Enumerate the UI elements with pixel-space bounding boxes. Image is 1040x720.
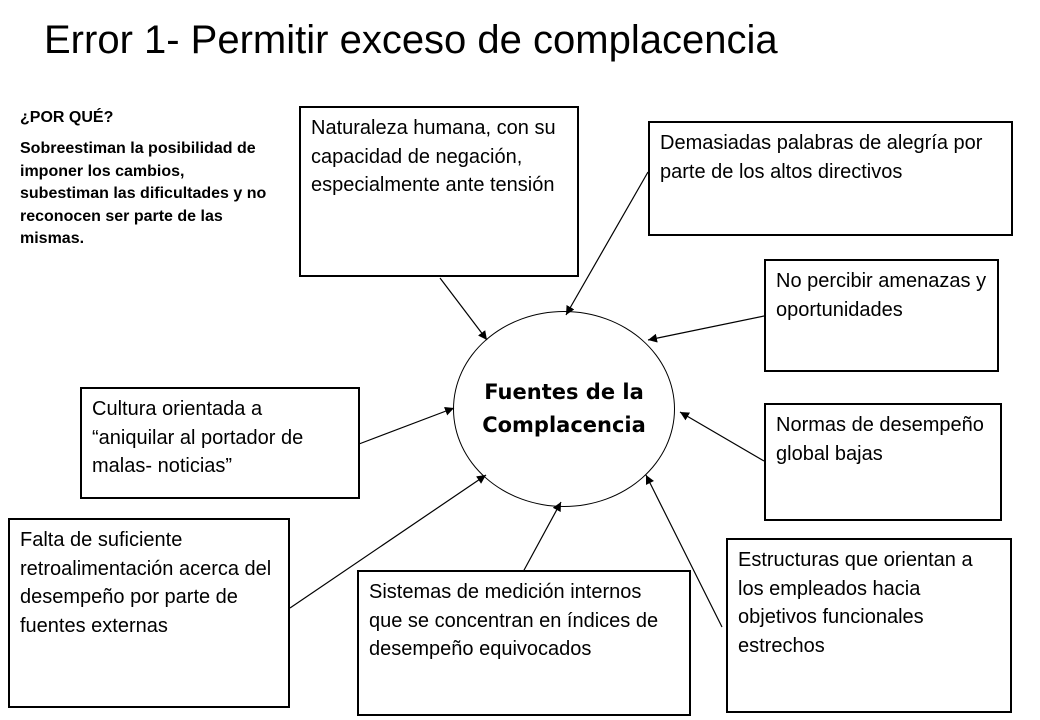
box-demasiadas-palabras: Demasiadas palabras de alegría por parte de los altos directivos bbox=[648, 121, 1013, 236]
arrow-normas bbox=[680, 412, 764, 461]
arrow-no-percibir bbox=[648, 316, 764, 340]
arrow-naturaleza bbox=[440, 278, 487, 340]
slide-title: Error 1- Permitir exceso de complacencia bbox=[44, 18, 778, 62]
box-estructuras: Estructuras que orientan a los empleados hacia objetivos funcionales estrechos bbox=[726, 538, 1012, 713]
box-normas: Normas de desempeño global bajas bbox=[764, 403, 1002, 521]
box-falta-retroalimentacion: Falta de suficiente retroalimentación acerca del desempeño por parte de fuentes externas bbox=[8, 518, 290, 708]
why-heading: ¿POR QUÉ? bbox=[20, 109, 114, 126]
box-sistemas-medicion: Sistemas de medición internos que se concentran en índices de desempeño equivocados bbox=[357, 570, 691, 716]
why-text: Sobreestiman la posibilidad de imponer los cambios, subestiman las dificultades y no reconocen ser parte de las mismas. bbox=[20, 140, 267, 247]
center-label: Fuentes de la Complacencia bbox=[482, 380, 646, 437]
box-no-percibir: No percibir amenazas y oportunidades bbox=[764, 259, 999, 372]
center-node bbox=[453, 311, 675, 507]
arrow-sistemas bbox=[523, 502, 561, 572]
arrow-cultura bbox=[359, 408, 454, 444]
box-cultura: Cultura orientada a “aniquilar al portador de malas- noticias” bbox=[80, 387, 360, 499]
box-naturaleza-humana: Naturaleza humana, con su capacidad de negación, especialmente ante tensión bbox=[299, 106, 579, 277]
